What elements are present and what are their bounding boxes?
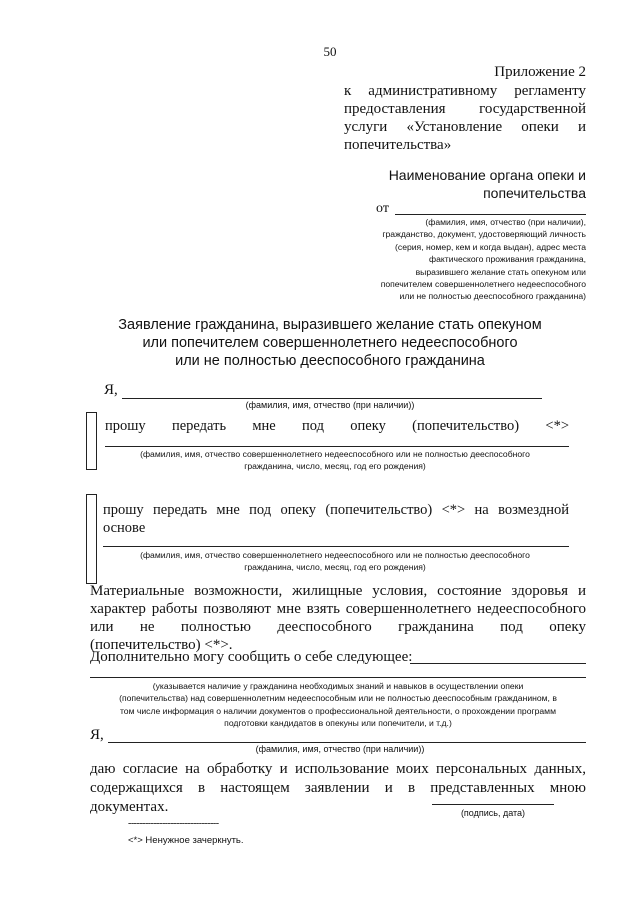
material-line: характер работы позволяют мне взять совершеннолетнего недееспособного [90, 601, 586, 617]
from-field[interactable] [395, 214, 586, 215]
from-hint-line: (фамилия, имя, отчество (при наличии), [425, 217, 586, 227]
option2-text: прошу передать мне под опеку (попечительство) <*> на возмездной [103, 502, 569, 518]
option1-hint-line: (фамилия, имя, отчество совершеннолетнего недееспособного или не полностью дееспособного [140, 449, 530, 459]
option1-checkbox[interactable] [86, 412, 97, 470]
option2-ward-field[interactable] [103, 546, 569, 547]
from-hint-line: гражданство, документ, удостоверяющий личность [382, 229, 586, 240]
consent-line: содержащихся в настоящем заявлении и в представленных мною документах. [90, 780, 586, 815]
consent-applicant-label: Я, [90, 727, 104, 743]
appendix-line: попечительства» [344, 137, 452, 153]
option2-checkbox[interactable] [86, 494, 97, 584]
additional-hint-line: (попечительства) над совершеннолетним недееспособным или не полностью дееспособным гражданином, в [119, 693, 557, 704]
option2-text: основе [103, 520, 146, 536]
material-line: или не полностью дееспособного гражданина под опеку [90, 619, 586, 635]
appendix-line: предоставления государственной [344, 101, 586, 117]
document-title [80, 316, 580, 370]
option2-hint-line: (фамилия, имя, отчество совершеннолетнего недееспособного или не полностью дееспособного [140, 550, 530, 560]
page-number: 50 [323, 44, 337, 59]
authority-name: попечительства [483, 185, 586, 201]
consent-fio-hint: (фамилия, имя, отчество (при наличии)) [255, 744, 425, 754]
from-hint-line: или не полностью дееспособного гражданина) [399, 291, 586, 302]
title-line: Заявление гражданина, выразившего желание стать опекуном [118, 317, 542, 333]
additional-field-line2[interactable] [90, 677, 586, 678]
title-line: или не полностью дееспособного гражданина [175, 353, 485, 369]
material-line: Материальные возможности, жилищные условия, состояние здоровья и [90, 583, 586, 599]
option2-hint-line: гражданина, число, месяц, год его рождения) [244, 562, 426, 573]
from-label: от [376, 201, 389, 216]
footnote-rule: -------------------------------- [128, 818, 219, 829]
appendix-line: к административному регламенту [344, 83, 586, 99]
additional-hint-line: том числе информация о наличии документов о профессиональной деятельности, о прохождении программ [119, 705, 557, 716]
option1-hint [100, 448, 570, 473]
appendix-title: Приложение 2 [494, 64, 586, 80]
additional-hint-line: (указывается наличие у гражданина необходимых знаний и навыков в осуществлении опеки [152, 681, 524, 691]
authority-name: Наименование органа опеки и [388, 167, 586, 183]
additional-label: Дополнительно могу сообщить о себе следующее: [90, 649, 413, 665]
from-hint-line: (серия, номер, кем и когда выдан), адрес места [395, 241, 586, 252]
applicant-label: Я, [104, 382, 118, 398]
option1-ward-field[interactable] [105, 446, 569, 447]
material-line: (попечительство) <*>. [90, 637, 233, 653]
additional-field[interactable] [410, 663, 586, 664]
title-line: или попечителем совершеннолетнего недееспособного [142, 335, 518, 351]
consent-line: даю согласие на обработку и использование моих персональных данных, [90, 761, 586, 777]
from-hint-line: попечителем совершеннолетнего недееспособного [380, 279, 586, 290]
additional-hint [88, 680, 588, 730]
option1-hint-line: гражданина, число, месяц, год его рождения) [244, 461, 426, 472]
option1-text: прошу передать мне под опеку (попечительство) <*> [105, 418, 569, 434]
from-hint-line: выразившего желание стать опекуном или [415, 266, 586, 277]
appendix-line: услуги «Установление опеки и [344, 119, 586, 135]
signature-hint: (подпись, дата) [460, 808, 526, 818]
option2-hint [100, 549, 570, 574]
footnote-text: <*> Ненужное зачеркнуть. [128, 835, 244, 846]
from-hint-line: фактического проживания гражданина, [429, 254, 586, 265]
additional-hint-line: подготовки кандидатов в опекуны или попечители, и т.д.) [224, 718, 452, 729]
applicant-fio-hint: (фамилия, имя, отчество (при наличии)) [245, 400, 415, 410]
material-paragraph [90, 582, 586, 654]
signature-field[interactable] [432, 804, 554, 805]
from-hint [330, 216, 586, 303]
